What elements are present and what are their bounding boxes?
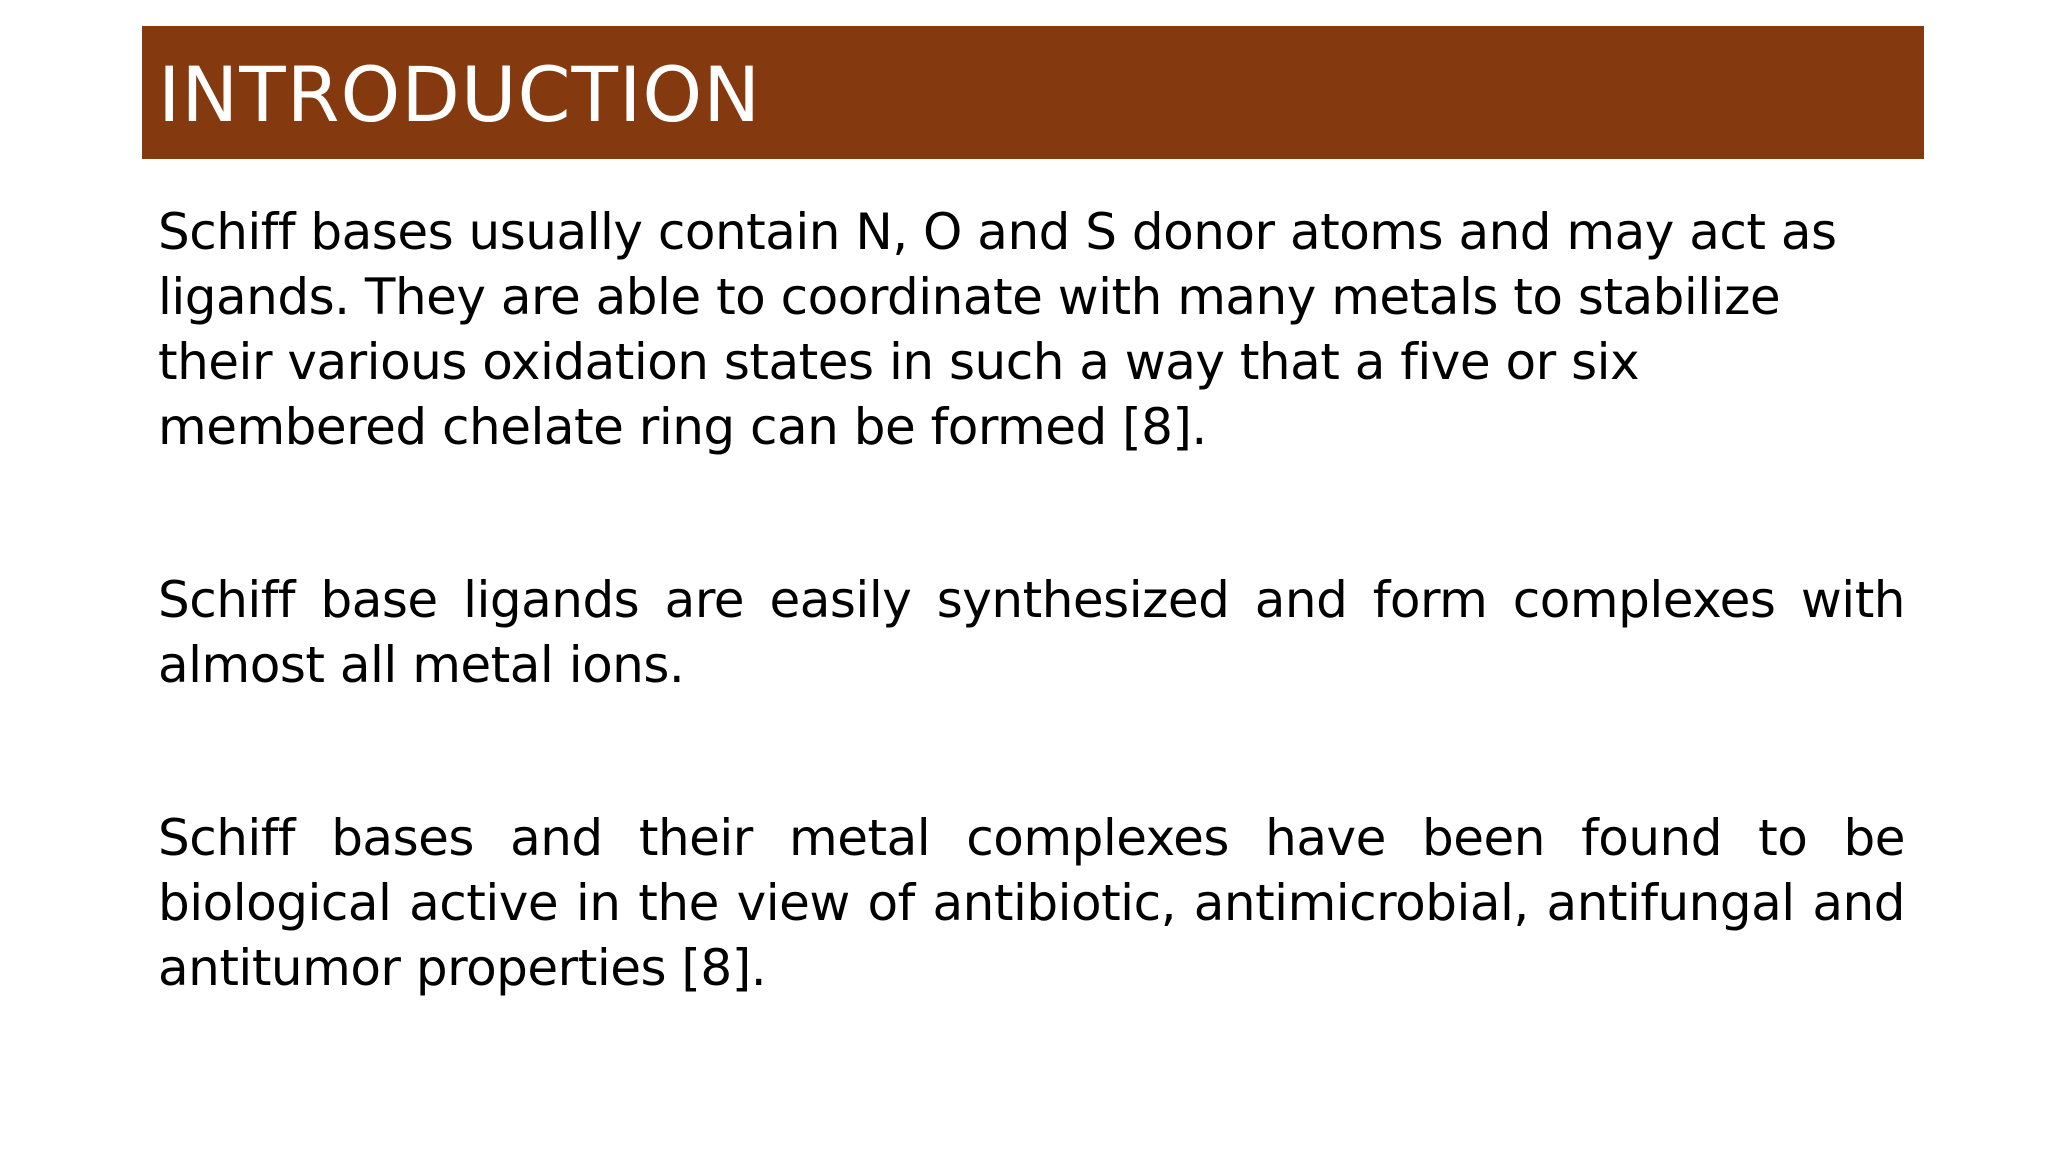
- title-bar: [142, 26, 1924, 159]
- paragraph-biological-activity: Schiff bases and their metal complexes have been found to be biological active in the view of antibiotic, antimicrobial, antifungal and antitumor properties [8].: [158, 809, 1905, 997]
- paragraph-schiff-base-ligands-synthesis: Schiff base ligands are easily synthesized and form complexes with almost all metal ions.: [158, 571, 1905, 694]
- slide-title: INTRODUCTION: [158, 49, 762, 139]
- paragraph-schiff-bases-donor-atoms: Schiff bases usually contain N, O and S donor atoms and may act as ligands. They are able to coordinate with many metals to stabilize their various oxidation states in such a way that a five or six membered chelate ring can be formed [8].: [158, 203, 1837, 456]
- slide-body: [158, 200, 1905, 1001]
